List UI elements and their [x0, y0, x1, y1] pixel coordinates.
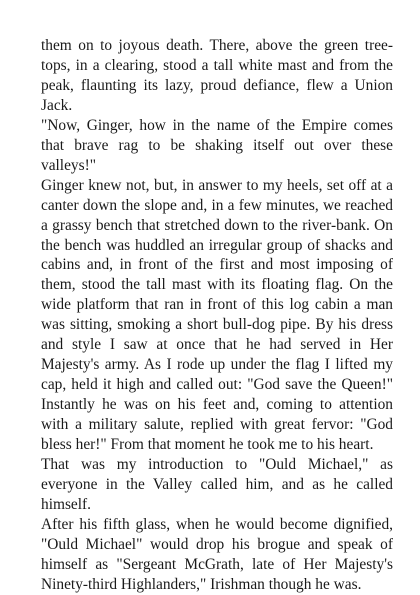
paragraph-1: them on to joyous death. There, above the green tree-tops, in a clearing, stood a tall white mast and from the peak, flaunting its lazy, proud defiance, flew a Union Jack.: [41, 37, 393, 114]
paragraph-3: Ginger knew not, but, in answer to my heels, set off at a canter down the slope and, in a few minutes, we reached a grassy bench that stretched down to the river-bank. On the bench was huddled an irregular group of shacks and cabins and, in front of the first and most imposing of them, stood the tall mast with its floating flag. On the wide platform that ran in front of this log cabin a man was sitting, smoking a short bull-dog pipe. By his dress and style I saw at once that he had served in Her Majesty's army. As I rode up under the flag I lifted my cap, held it high and called out: "God save the Queen!" Instantly he was on his feet and, coming to attention with a military salute, replied with great fervor: "God bless her!" From that moment he took me to his heart.: [41, 176, 393, 454]
paragraph-5: After his fifth glass, when he would become dignified, "Ould Michael" would drop his brogue and speak of himself as "Sergeant McGrath, late of Her Majesty's Ninety-third Highlanders," Irishman though he was.: [41, 515, 393, 593]
document-page: [41, 36, 393, 595]
paragraph-4: That was my introduction to "Ould Michael," as everyone in the Valley called him, and as he called himself.: [41, 456, 393, 513]
paragraph-2: "Now, Ginger, how in the name of the Empire comes that brave rag to be shaking itself out over these valleys!": [41, 116, 393, 174]
